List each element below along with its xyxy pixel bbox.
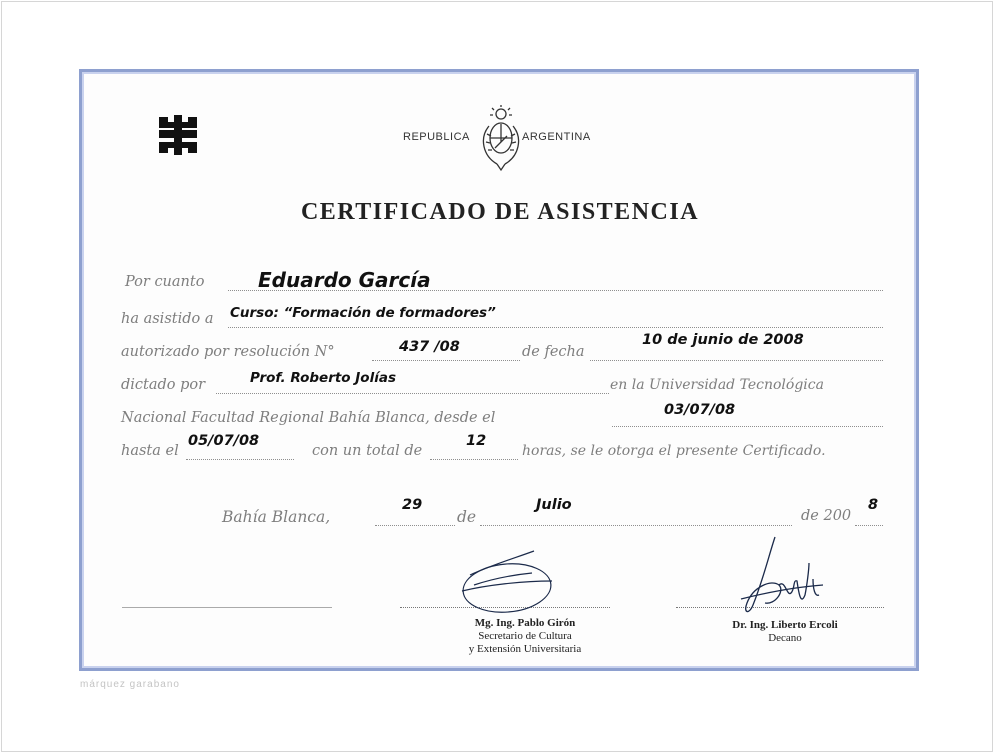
university-logo-icon (157, 115, 199, 155)
place-de: de (457, 508, 477, 526)
line5-prefix: Nacional Facultad Regional Bahía Blanca, desde el (121, 410, 496, 426)
line3-dots-resolution (372, 360, 520, 361)
line6-dots-hours (430, 459, 518, 460)
place-dots-month (480, 525, 792, 526)
signature-line-blank (122, 607, 332, 608)
secretary-name: Mg. Ing. Pablo Girón (474, 617, 576, 629)
issue-year-digit: 8 (868, 497, 879, 513)
printer-watermark: márquez garabano (80, 679, 180, 690)
resolution-date: 10 de junio de 2008 (642, 332, 804, 348)
line4-dots (216, 393, 609, 394)
total-hours: 12 (466, 433, 487, 449)
line3-mid: de fecha (522, 344, 585, 360)
secretary-role-1: Secretario de Cultura (478, 630, 572, 642)
line1-prefix: Por cuanto (125, 274, 205, 290)
start-date: 03/07/08 (664, 402, 736, 418)
republic-label-left: REPUBLICA (403, 131, 470, 143)
secretary-role-2: y Extensión Universitaria (468, 643, 582, 655)
dean-name: Dr. Ing. Liberto Ercoli (732, 619, 838, 631)
dean-caption (700, 619, 870, 645)
instructor-name: Prof. Roberto Jolías (250, 370, 396, 386)
attendee-name: Eduardo García (258, 268, 431, 292)
line4-prefix: dictado por (121, 377, 206, 393)
resolution-number: 437 /08 (399, 339, 460, 355)
republic-header (398, 104, 608, 176)
line6-prefix: hasta el (121, 443, 179, 459)
line6-dots-end-date (186, 459, 294, 460)
line6-suffix: horas, se le otorga el presente Certificado. (522, 443, 826, 459)
certificate-title: CERTIFICADO DE ASISTENCIA (300, 199, 700, 225)
line2-dots (228, 327, 883, 328)
line2-prefix: ha asistido a (121, 311, 214, 327)
place-year-prefix: de 200 (801, 508, 852, 524)
secretary-signature-icon (452, 545, 562, 620)
line4-suffix: en la Universidad Tecnológica (610, 377, 824, 393)
line6-mid: con un total de (312, 443, 423, 459)
line3-dots-date (590, 360, 883, 361)
line3-prefix: autorizado por resolución N° (121, 344, 335, 360)
secretary-caption (440, 617, 610, 656)
dean-role: Decano (768, 632, 802, 644)
issue-month: Julio (536, 497, 572, 513)
place-dots-year (855, 525, 883, 526)
end-date: 05/07/08 (188, 433, 260, 449)
dean-signature-icon (735, 535, 830, 625)
republic-label-right: ARGENTINA (522, 131, 591, 143)
course-name: Curso: “Formación de formadores” (230, 305, 496, 321)
national-coat-of-arms-icon (481, 104, 521, 174)
place-city: Bahía Blanca, (222, 508, 331, 526)
issue-day: 29 (402, 497, 423, 513)
place-dots-day (375, 525, 455, 526)
line5-dots (612, 426, 883, 427)
